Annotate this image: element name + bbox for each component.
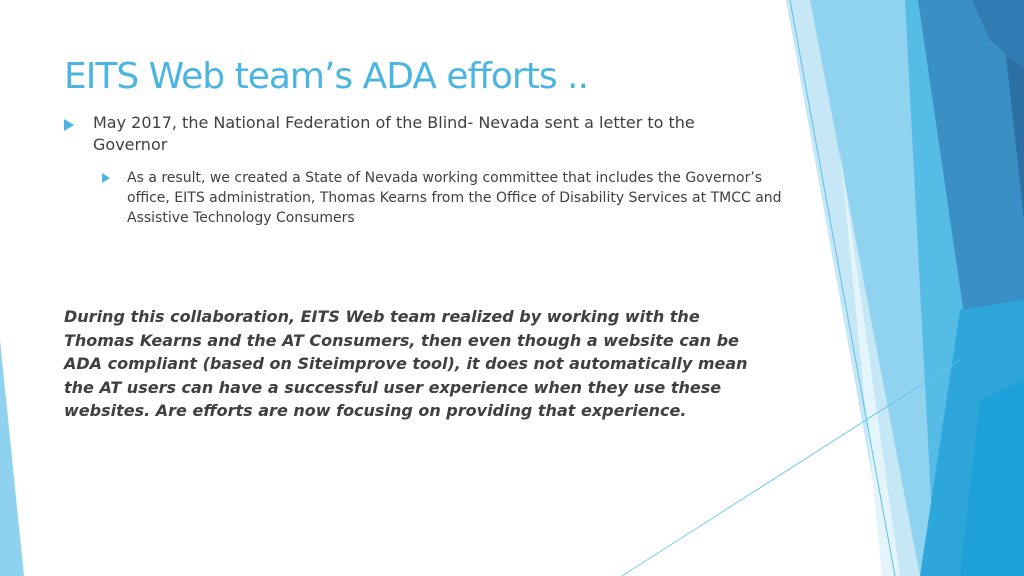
sub-bullet-arrow-icon [102, 173, 110, 183]
bullet-text: May 2017, the National Federation of the Blind- Nevada sent a letter to the Governor [93, 113, 695, 154]
bullet-arrow-icon [64, 119, 74, 131]
sub-bullet-text: As a result, we created a State of Nevada working committee that includes the Governor’s office, EITS administration, Thomas Kearns from the Office of Disability Services at TMCC and Assistive Technology Consumers [127, 170, 782, 226]
left-accent-shape [0, 340, 24, 576]
collaboration-note: During this collaboration, EITS Web team realized by working with the Thomas Kearns and the AT Consumers, then even though a website can be ADA compliant (based on Siteimprove tool), it does not automatically mean the AT users can have a successful user experience when they use these websites. Are efforts are now focusing on providing that experience. [64, 307, 748, 420]
slide-title: EITS Web team’s ADA efforts .. [64, 56, 588, 97]
bullet-item [64, 112, 764, 156]
sub-bullet-item [102, 168, 782, 228]
